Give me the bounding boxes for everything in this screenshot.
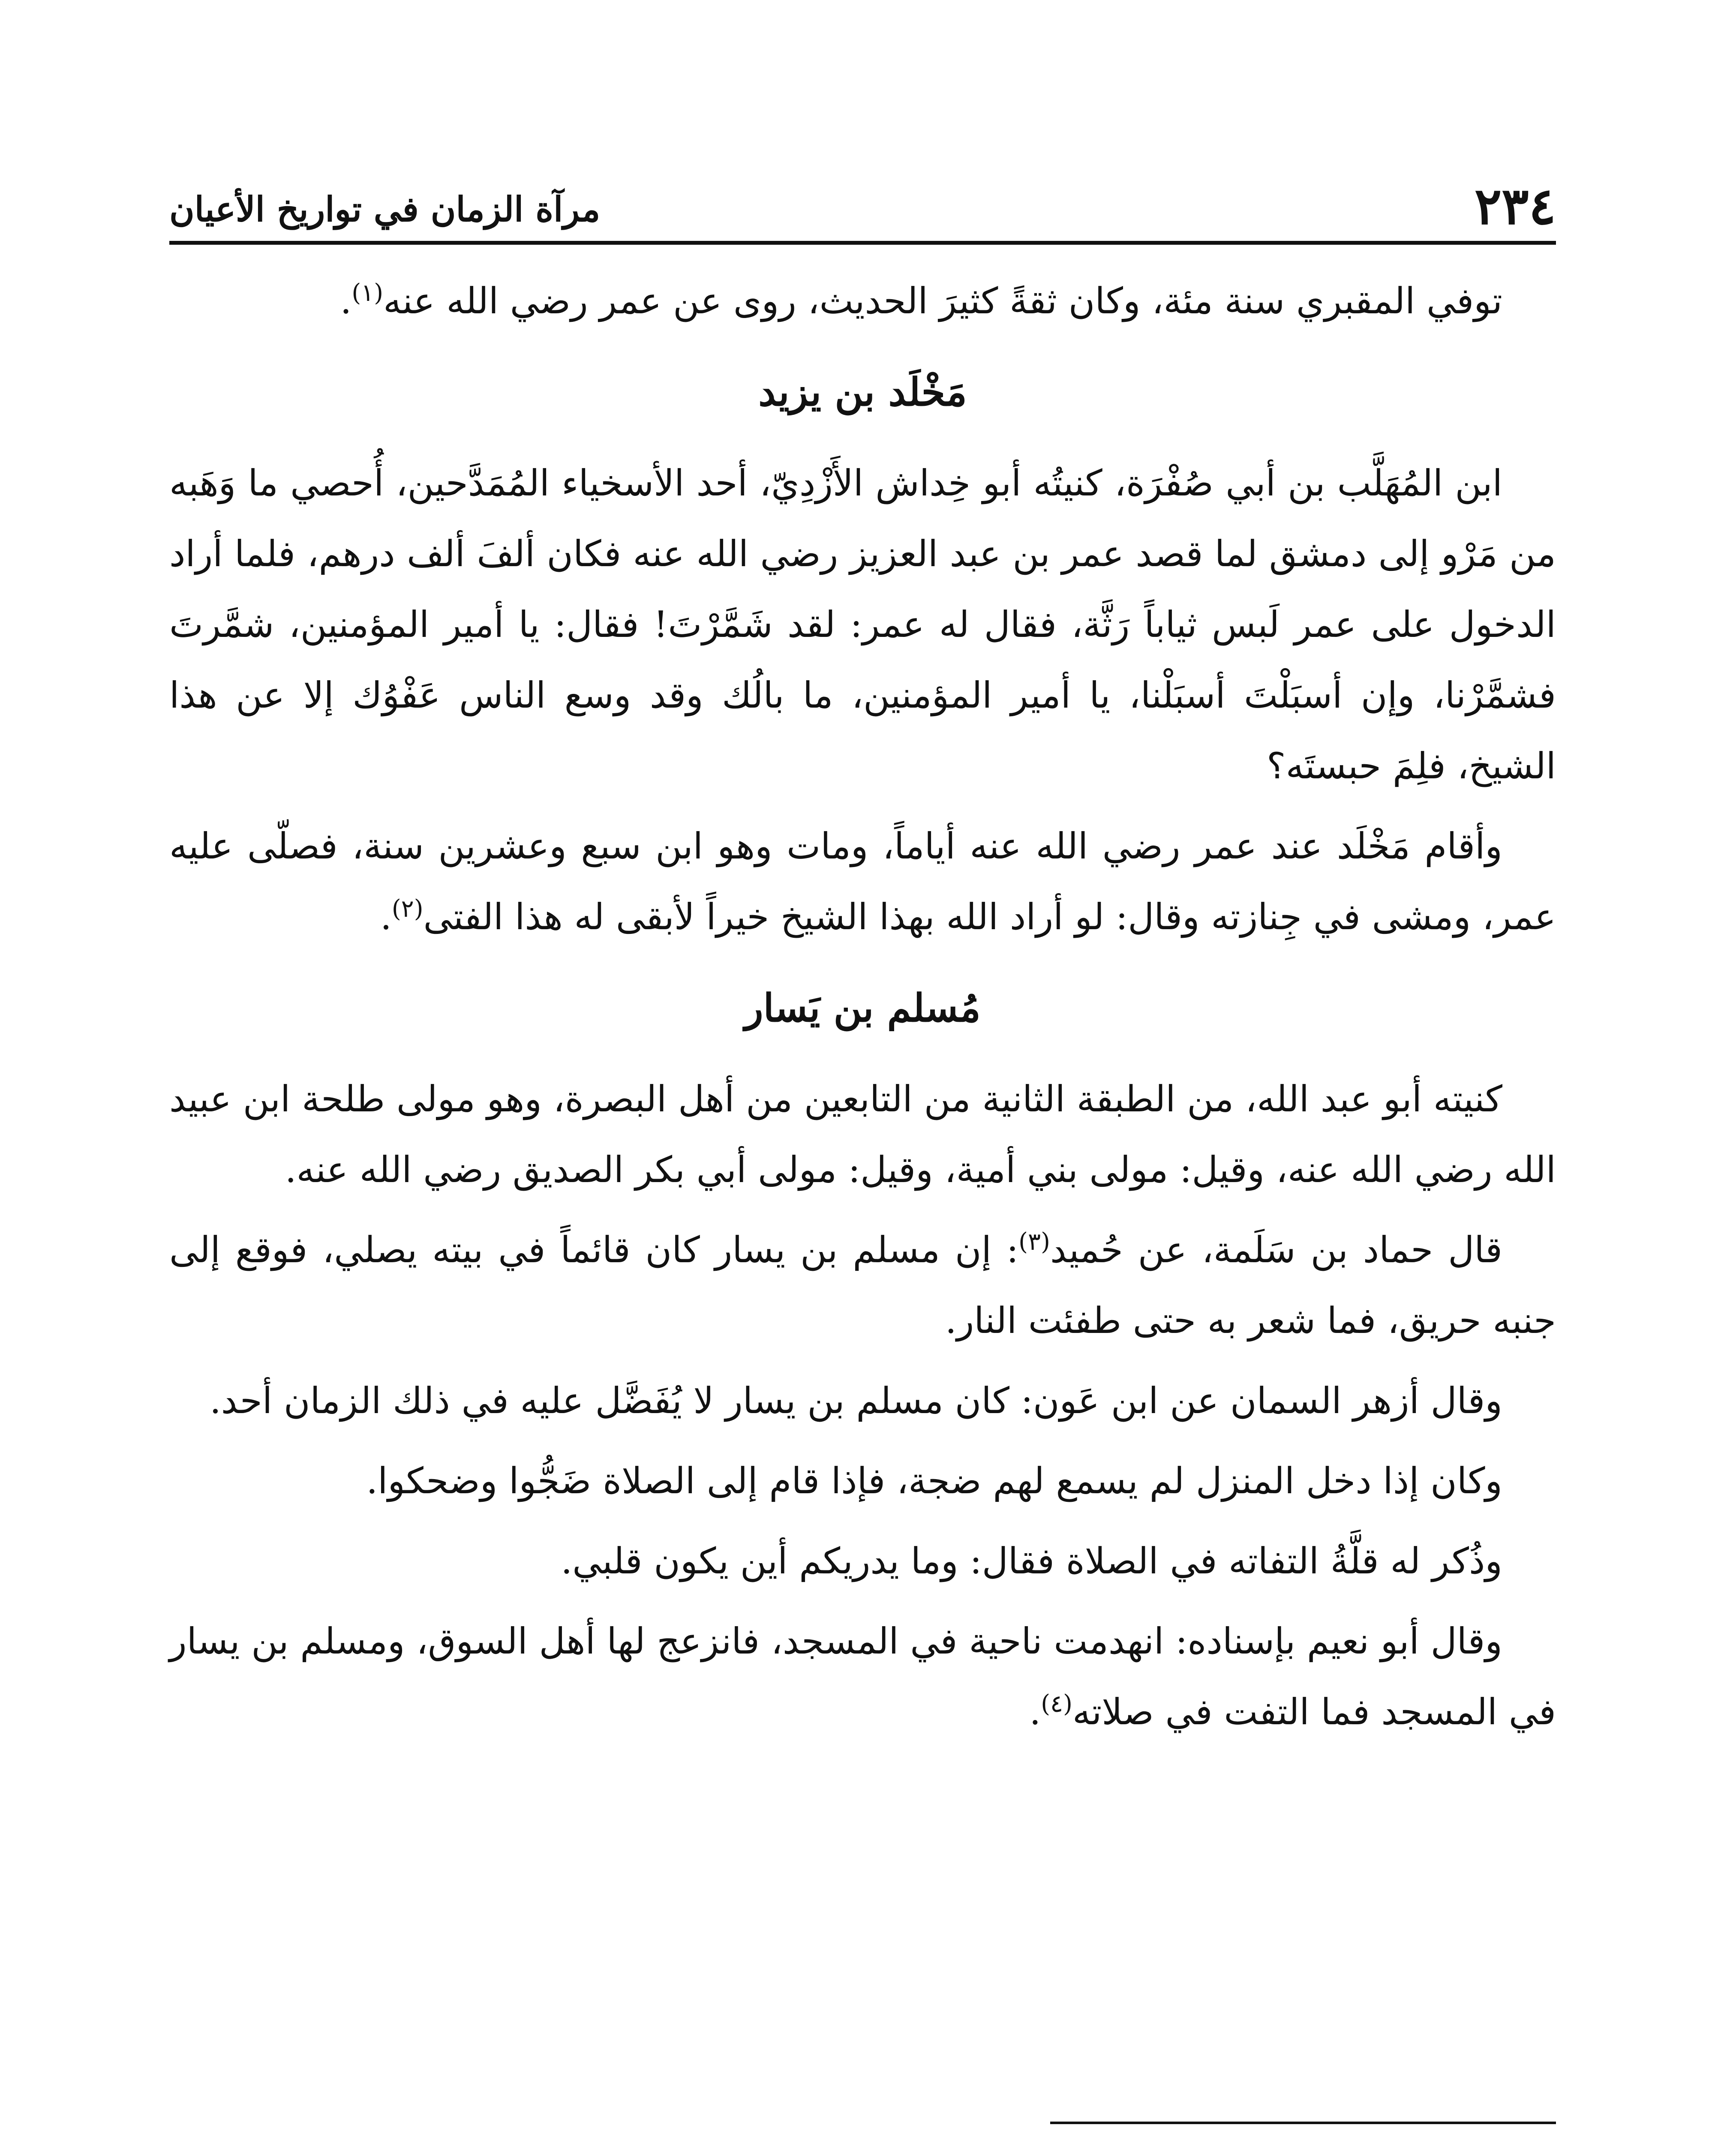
footnote-ref: (٢)	[391, 895, 423, 923]
footnote-ref: (٤)	[1041, 1690, 1072, 1718]
paragraph: وأقام مَخْلَد عند عمر رضي الله عنه أياماً، ومات وهو ابن سبع وعشرين سنة، فصلّى عليه عمر، ومشى في جِنازته وقال: لو أراد الله بهذا الشيخ خيراً لأبقى له هذا الفتى$^{(٢)}$.	[169, 825, 1556, 938]
paragraph: وقال أبو نعيم بإسناده: انهدمت ناحية في المسجد، فانزعج لها أهل السوق، ومسلم بن يسار في المسجد فما التفت في صلاته$^{(٤)}$.	[169, 1620, 1556, 1733]
page-number: ٢٣٤	[1474, 176, 1556, 236]
book-title: مرآة الزمان في تواريخ الأعيان	[169, 189, 601, 229]
main-text	[169, 266, 1556, 1757]
running-header	[169, 154, 1556, 236]
section-heading-makhlad: مَخْلَد بن يزيد	[758, 369, 967, 415]
footnote-divider	[1050, 2122, 1556, 2124]
footnote-ref: (١)	[351, 279, 384, 307]
paragraph: توفي المقبري سنة مئة، وكان ثقةً كثيرَ الحديث، روى عن عمر رضي الله عنه$^{(١)}$.	[340, 279, 1502, 322]
paragraph: وذُكر له قلَّةُ التفاته في الصلاة فقال: وما يدريكم أين يكون قلبي.	[561, 1540, 1502, 1582]
paragraph: قال حماد بن سَلَمة، عن حُميد$^{(٣)}$: إن مسلم بن يسار كان قائماً في بيته يصلي، فوقع إلى جنبه حريق، فما شعر به حتى طفئت النار.	[169, 1228, 1556, 1342]
header-divider	[169, 241, 1556, 245]
paragraph: ابن المُهَلَّب بن أبي صُفْرَة، كنيتُه أبو خِداش الأَزْدِيّ، أحد الأسخياء المُمَدَّحين، أُحصي ما وَهَبه من مَرْو إلى دمشق لما قصد عمر بن عبد العزيز رضي الله عنه فكان ألفَ ألف درهم، فلما أراد الدخول على عمر لَبس ثياباً رَثَّة، فقال له عمر: لقد شَمَّرْتَ! فقال: يا أمير المؤمنين، شمَّرتَ فشمَّرْنا، وإن أسبَلْتَ أسبَلْنا، يا أمير المؤمنين، ما بالُك وقد وسع الناس عَفْوُك إلا عن هذا الشيخ، فلِمَ حبستَه؟	[169, 462, 1556, 787]
paragraph: وقال أزهر السمان عن ابن عَون: كان مسلم بن يسار لا يُفَضَّل عليه في ذلك الزمان أحد.	[210, 1380, 1502, 1422]
paragraph: وكان إذا دخل المنزل لم يسمع لهم ضجة، فإذا قام إلى الصلاة ضَجُّوا وضحكوا.	[366, 1460, 1502, 1502]
section-heading-muslim: مُسلم بن يَسار	[745, 985, 981, 1031]
paragraph: كنيته أبو عبد الله، من الطبقة الثانية من التابعين من أهل البصرة، وهو مولى طلحة ابن عبيد الله رضي الله عنه، وقيل: مولى بني أمية، وقيل: مولى أبي بكر الصديق رضي الله عنه.	[169, 1078, 1556, 1191]
footnote-ref: (٣)	[1018, 1228, 1050, 1256]
